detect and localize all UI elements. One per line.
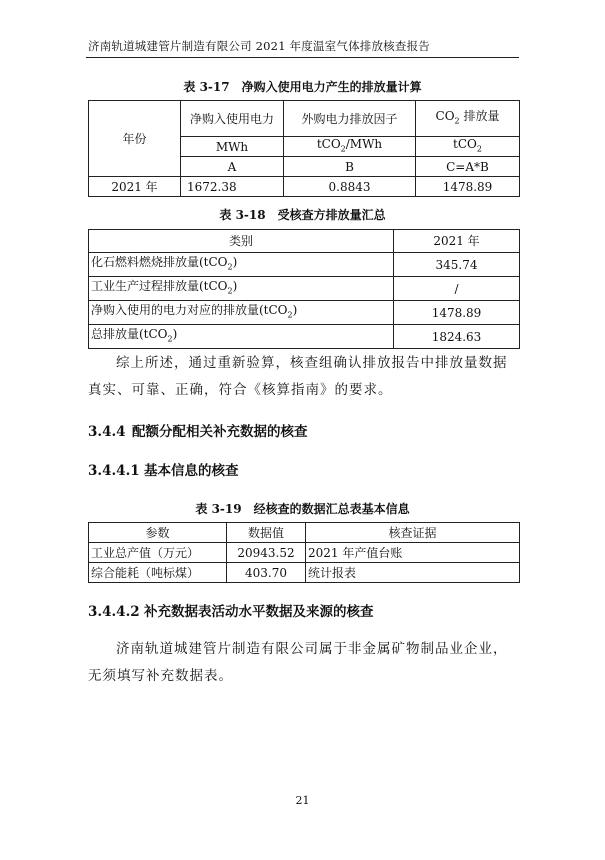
table-3-19-caption: 表 3-19 经核查的数据汇总表基本信息 [195, 502, 410, 516]
table-row [89, 325, 520, 349]
col-electricity-unit: MWh [181, 137, 284, 157]
row-label: 净购入使用的电力对应的排放量(tCO$_2$) [89, 301, 394, 325]
row-evidence: 2021 年产值台账 [306, 543, 520, 563]
col-factor-name: 外购电力排放因子 [284, 101, 416, 137]
row-value: 1824.63 [394, 325, 520, 349]
col-factor-unit: tCO$_2$/MWh [284, 137, 416, 157]
section-3-4-4-heading: 3.4.4 配额分配相关补充数据的核查 [88, 424, 308, 440]
row-evidence: 统计报表 [306, 563, 520, 583]
table-row [89, 277, 520, 301]
row-label: 工业生产过程排放量(tCO$_2$) [89, 277, 394, 301]
table-3-19 [88, 522, 520, 583]
param-header: 参数 [89, 523, 227, 543]
col-co2-name: $CO_2$ 排放量 [416, 101, 520, 137]
value-header: 数据值 [227, 523, 306, 543]
row-label: 化石燃料燃烧排放量(tCO$_2$) [89, 253, 394, 277]
table-row [89, 253, 520, 277]
table-row [89, 563, 520, 583]
row-value: 345.74 [394, 253, 520, 277]
col-factor-code: B [284, 157, 416, 177]
col-co2-code: C=A*B [416, 157, 520, 177]
supplementary-paragraph: 济南轨道城建管片制造有限公司属于非金属矿物制品业企业，无须填写补充数据表。 [88, 641, 508, 684]
table-row [89, 543, 520, 563]
table-3-17-caption: 表 3-17 净购入使用电力产生的排放量计算 [183, 80, 422, 94]
year-header: 年份 [89, 101, 181, 177]
evidence-header: 核查证据 [306, 523, 520, 543]
year-2021-header: 2021 年 [394, 230, 520, 253]
row-param: 工业总产值（万元） [89, 543, 227, 563]
page-number: 21 [295, 794, 310, 807]
section-3-4-4-1-heading: 3.4.4.1 基本信息的核查 [88, 463, 239, 479]
row-label: 总排放量(tCO$_2$) [89, 325, 394, 349]
row-co2-value: 1478.89 [416, 177, 520, 197]
table-3-18 [88, 229, 520, 349]
summary-paragraph: 综上所述，通过重新验算，核查组确认排放报告中排放量数据真实、可靠、正确，符合《核算指南》的要求。 [88, 355, 508, 398]
row-electricity-value: 1672.38 [181, 177, 284, 197]
header-rule [86, 57, 519, 58]
row-value: 403.70 [227, 563, 306, 583]
table-3-18-caption: 表 3-18 受核查方排放量汇总 [219, 208, 386, 222]
row-value: 20943.52 [227, 543, 306, 563]
row-value: 1478.89 [394, 301, 520, 325]
category-header: 类别 [89, 230, 394, 253]
table-3-17 [88, 100, 520, 197]
row-param: 综合能耗（吨标煤） [89, 563, 227, 583]
col-co2-unit: tCO$_2$ [416, 137, 520, 157]
table-row [89, 301, 520, 325]
col-electricity-name: 净购入使用电力 [181, 101, 284, 137]
row-factor-value: 0.8843 [284, 177, 416, 197]
row-year: 2021 年 [89, 177, 181, 197]
row-value: / [394, 277, 520, 301]
section-3-4-4-2-heading: 3.4.4.2 补充数据表活动水平数据及来源的核查 [88, 604, 374, 620]
col-electricity-code: A [181, 157, 284, 177]
running-header: 济南轨道城建管片制造有限公司 2021 年度温室气体排放核查报告 [88, 39, 430, 53]
